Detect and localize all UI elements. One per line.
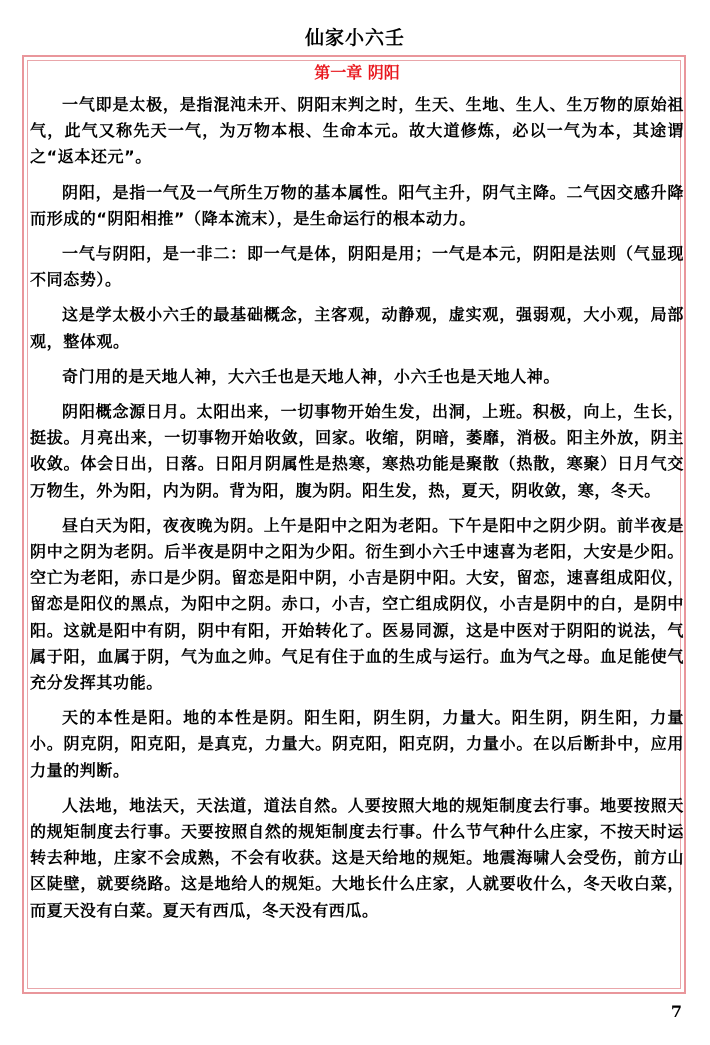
book-title: 仙家小六壬 <box>304 27 405 49</box>
paragraph: 昼白天为阳，夜夜晚为阴。上午是阳中之阳为老阳。下午是阳中之阴少阴。前半夜是阴中之阴为老阴。后半夜是阴中之阳为少阳。衍生到小六壬中速喜为老阳，大安是少阳。空亡为老阳，赤口是少阴。留恋是阳中阴，小吉是阴中阳。大安，留恋，速喜组成阳仪，留恋是阳仪的黑点，为阳中之阴。赤口，小吉，空亡组成阴仪，小吉是阴中的白，是阴中阳。这就是阳中有阴，阴中有阳，开始转化了。医易同源，这是中医对于阴阳的说法，气属于阳，血属于阴，气为血之帅。气足有住于血的生成与运行。血为气之母。血足能使气充分发挥其功能。 <box>30 515 684 693</box>
page-number: 7 <box>670 1002 682 1021</box>
paragraph: 一气与阴阳，是一非二：即一气是体，阴阳是用；一气是本元，阴阳是法则（气显现不同态势）。 <box>30 244 684 290</box>
paragraph: 一气即是太极，是指混沌未开、阴阳末判之时，生天、生地、生人、生万物的原始祖气，此气又称先天一气，为万物本根、生命本元。故大道修炼，必以一气为本，其途谓之“返本还元”。 <box>30 95 684 167</box>
paragraph: 奇门用的是天地人神，大六壬也是天地人神，小六壬也是天地人神。 <box>62 366 561 386</box>
chapter-title: 第一章 阴阳 <box>314 63 400 82</box>
paragraph: 这是学太极小六壬的最基础概念，主客观，动静观，虚实观，强弱观，大小观，局部观，整体观。 <box>30 305 684 351</box>
paragraph: 人法地，地法天，天法道，道法自然。人要按照大地的规矩制度去行事。地要按照天的规矩制度去行事。天要按照自然的规矩制度去行事。什么节气种什么庄家，不按天时运转去种地，庄家不会成熟，不会有收获。这是天给地的规矩。地震海啸人会受伤，前方山区陡壁，就要绕路。这是地给人的规矩。大地长什么庄家，人就要收什么，冬天收白菜，而夏天没有白菜。夏天有西瓜，冬天没有西瓜。 <box>30 795 684 920</box>
paragraph: 阴阳，是指一气及一气所生万物的基本属性。阳气主升，阴气主降。二气因交感升降而形成的“阴阳相推”（降本流末），是生命运行的根本动力。 <box>30 182 684 228</box>
page-content <box>30 62 684 933</box>
paragraph: 阴阳概念源日月。太阳出来，一切事物开始生发，出洞，上班。积极，向上，生长，挺拔。月亮出来，一切事物开始收敛，回家。收缩，阴暗，萎靡，消极。阳主外放，阴主收敛。体会日出，日落。日阳月阴属性是热寒，寒热功能是聚散（热散，寒聚）日月气交万物生，外为阳，内为阴。背为阳，腹为阴。阳生发，热，夏天，阴收敛，寒，冬天。 <box>30 402 684 500</box>
paragraph: 天的本性是阳。地的本性是阴。阳生阳，阴生阴，力量大。阳生阴，阴生阳，力量小。阴克阴，阳克阳，是真克，力量大。阴克阳，阳克阴，力量小。在以后断卦中，应用力量的判断。 <box>30 708 684 780</box>
